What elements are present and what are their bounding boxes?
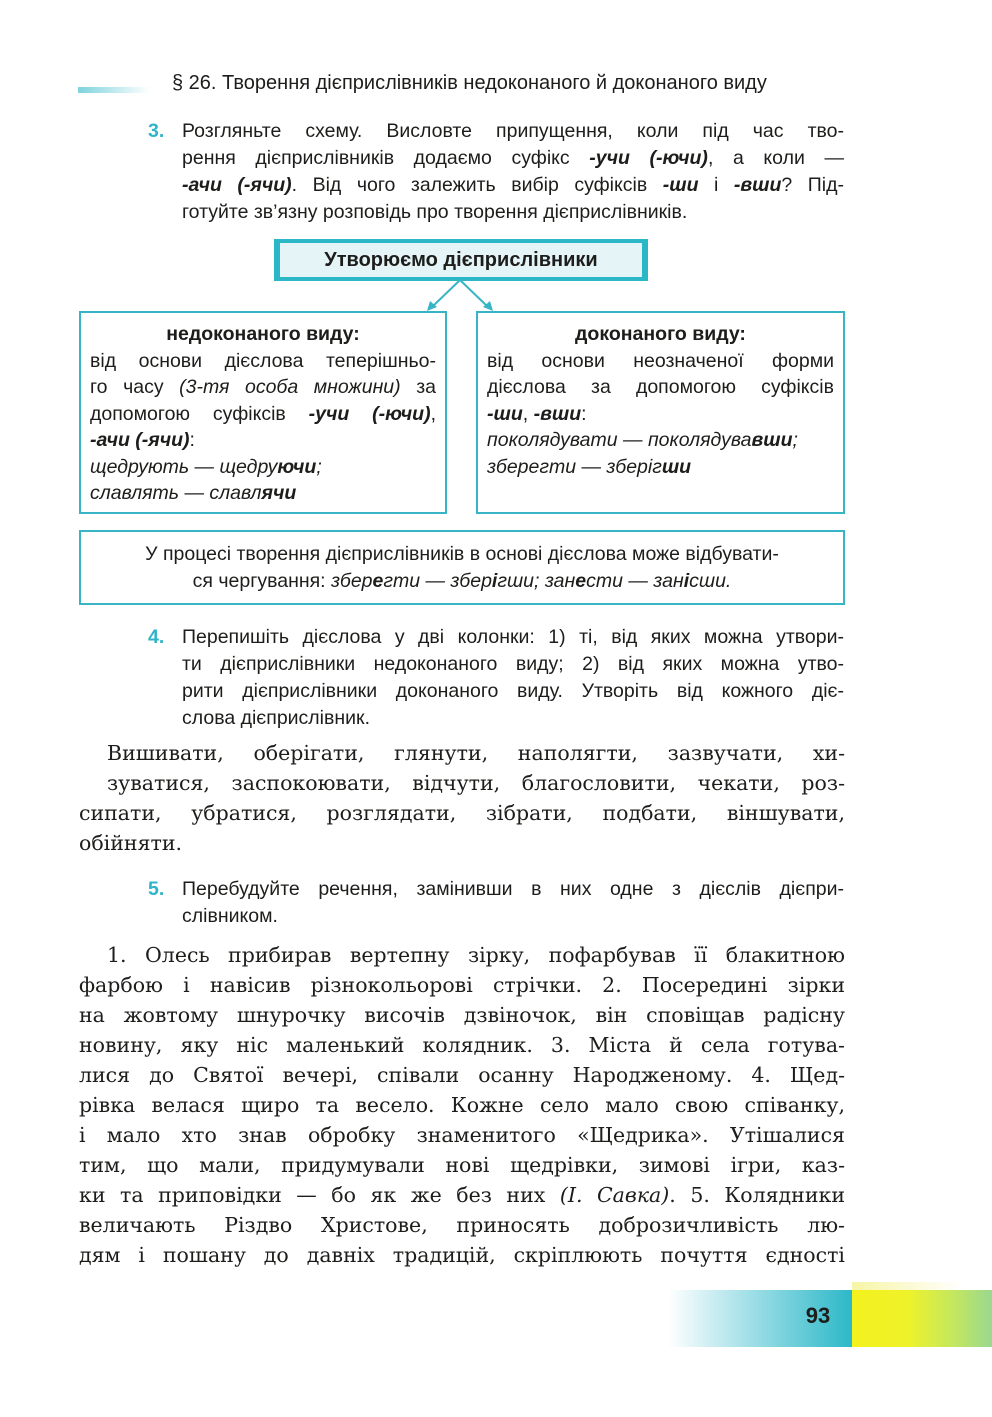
- suffix-highlight: ши: [661, 455, 692, 478]
- text-span: гши; зан: [497, 570, 576, 592]
- text-line: ти дієприслівники недоконаного виду; 2) від яких можна утво-: [182, 653, 844, 675]
- task-number: 5.: [148, 878, 165, 900]
- page-header-title: § 26. Творення дієприслівників недоконаного й доконаного виду: [172, 72, 767, 94]
- suffix-term: -учи (-ючи): [308, 402, 431, 425]
- text-span: ся чергування:: [192, 570, 331, 592]
- task-4: [0, 624, 992, 734]
- text-span: поколядувати — поколядува: [487, 429, 752, 451]
- text-line: [93, 568, 831, 595]
- scheme-box-perfective: [476, 311, 845, 514]
- text-line: Вишивати, оберігати, глянути, наполягти, зазвучати, хи-: [107, 741, 845, 765]
- suffix-highlight: ючи: [277, 455, 317, 478]
- text-span: і: [698, 174, 734, 196]
- page-corner-decor: [852, 1282, 962, 1290]
- task-number: 3.: [148, 120, 165, 142]
- task-3-text: [182, 118, 844, 226]
- task-4-text: [182, 624, 844, 732]
- text-line: [90, 401, 436, 428]
- text-line: [79, 1180, 845, 1210]
- text-span: сти — зан: [586, 570, 684, 592]
- rule-note-box: [79, 530, 845, 605]
- example-line: [487, 427, 834, 454]
- text-span: за: [400, 376, 436, 398]
- text-line: зуватися, заспокоювати, відчути, благословити, чекати, роз-: [107, 771, 845, 795]
- text-span: :: [581, 402, 587, 425]
- task-5: [0, 876, 992, 932]
- example-line: [90, 480, 436, 507]
- vowel-highlight: і: [683, 570, 690, 592]
- page-corner-yellow: [852, 1290, 992, 1347]
- text-span: допомогою суфіксів: [90, 402, 309, 425]
- text-line: У процесі творення дієприслівників в основі дієслова може відбувати-: [145, 543, 779, 565]
- text-span: . Від чого залежить вибір суфіксів: [291, 174, 663, 196]
- text-span: :: [189, 429, 195, 451]
- text-span: ? Під-: [781, 174, 844, 196]
- text-span: щедрують — щедру: [90, 455, 278, 478]
- suffix-term: -ши: [662, 174, 699, 196]
- text-span: гти — збер: [383, 570, 492, 592]
- vowel-highlight: е: [372, 570, 384, 592]
- italic-span: [331, 570, 731, 592]
- vowel-highlight: і: [491, 570, 498, 592]
- text-line: Перебудуйте речення, замінивши в них одне з дієслів дієпри-: [182, 878, 844, 900]
- text-line: [487, 401, 834, 428]
- text-span: зберегти — зберіг: [487, 455, 662, 478]
- text-span: ,: [430, 402, 436, 425]
- text-line: і мало хто знав обробку знаменитого «Щедрика». Утішалися: [79, 1123, 845, 1147]
- example-line: [90, 454, 436, 481]
- text-span: збер: [331, 570, 373, 592]
- suffix-highlight: ячи: [261, 482, 297, 504]
- italic-span: (3-тя особа множини): [179, 376, 401, 398]
- suffix-term: -ши: [487, 402, 523, 425]
- exercise-5-text: [79, 940, 845, 1270]
- text-span: сши.: [689, 570, 732, 592]
- scheme-branch-arrows-icon: [420, 279, 500, 313]
- scheme-box-imperfective: [79, 311, 447, 514]
- text-line: 1. Олесь прибирав вертепну зірку, пофарбував її блакитною: [107, 943, 845, 967]
- text-span: ;: [316, 455, 322, 478]
- suffix-highlight: вши: [751, 429, 793, 451]
- text-line: Розгляньте схему. Висловте припущення, коли під час тво-: [182, 120, 844, 142]
- example-line: [487, 454, 834, 481]
- text-span: . 5. Колядники: [669, 1183, 845, 1207]
- scheme-title-label: Утворюємо дієприслівники: [280, 243, 642, 277]
- text-line: від основи дієслова теперішньо-: [90, 349, 436, 372]
- text-line: [182, 172, 844, 199]
- text-span: славлять — славл: [90, 482, 262, 504]
- author-citation: (І. Савка): [559, 1183, 670, 1207]
- text-line: новину, яку ніс маленький колядник. 3. Міста й села готува-: [79, 1033, 845, 1057]
- text-span: го часу: [90, 376, 180, 398]
- exercise-4-words: [79, 738, 845, 858]
- text-line: фарбою і навісив різнокольорові стрічки. 2. Посередині зірки: [79, 973, 845, 997]
- text-line: слівником.: [182, 905, 278, 927]
- text-span: рення дієприслівників додаємо суфікс: [182, 147, 590, 169]
- text-line: слова дієприслівник.: [182, 707, 370, 729]
- suffix-term: -вши: [533, 402, 582, 425]
- text-line: обійняти.: [79, 831, 183, 855]
- text-line: рити дієприслівники доконаного виду. Утворіть від кожного діє-: [182, 680, 844, 702]
- text-line: Перепишіть дієслова у дві колонки: 1) ті, від яких можна утвори-: [182, 626, 844, 648]
- suffix-term: -вши: [733, 174, 782, 196]
- task-3: [0, 118, 992, 228]
- text-line: рівка велася щиро та весело. Кожне село мало свою співанку,: [79, 1093, 845, 1117]
- text-line: лися до Святої вечері, співали осанну Народженому. 4. Щед-: [79, 1063, 845, 1087]
- task-number: 4.: [148, 626, 165, 648]
- text-line: від основи неозначеної форми: [487, 349, 834, 372]
- suffix-term: -ачи (-ячи): [182, 174, 292, 196]
- text-span: ки та приповідки — бо як же без них: [79, 1183, 560, 1207]
- header-decor-bar: [78, 87, 150, 93]
- text-line: тим, що мали, придумували нові щедрівки, зимові ігри, каз-: [79, 1153, 845, 1177]
- page-number: 93: [805, 1303, 831, 1328]
- scheme-title: [274, 239, 648, 281]
- text-line: на жовтому шнурочку височів дзвіночок, він сповіщав радісну: [79, 1003, 845, 1027]
- text-span: ;: [792, 429, 798, 451]
- text-line: [90, 427, 436, 454]
- box-heading: недоконаного виду:: [166, 323, 360, 345]
- text-line: готуйте зв’язну розповідь про творення дієприслівників.: [182, 201, 688, 223]
- suffix-term: -учи (-ючи): [589, 147, 708, 169]
- vowel-highlight: е: [575, 570, 587, 592]
- suffix-term: -ачи (-ячи): [90, 429, 190, 451]
- text-span: ,: [522, 402, 534, 425]
- text-line: [90, 374, 436, 401]
- text-span: , а коли —: [707, 147, 844, 169]
- text-line: дям і пошану до давніх традицій, скріплюють почуття єдності: [79, 1243, 845, 1267]
- task-5-text: [182, 876, 844, 930]
- text-line: величають Різдво Христове, приносять доброзичливість лю-: [79, 1213, 845, 1237]
- text-line: дієслова за допомогою суфіксів: [487, 376, 834, 398]
- text-line: сипати, убратися, розглядати, зібрати, подбати, віншувати,: [79, 801, 845, 825]
- box-heading: доконаного виду:: [575, 323, 746, 345]
- text-line: [182, 145, 844, 172]
